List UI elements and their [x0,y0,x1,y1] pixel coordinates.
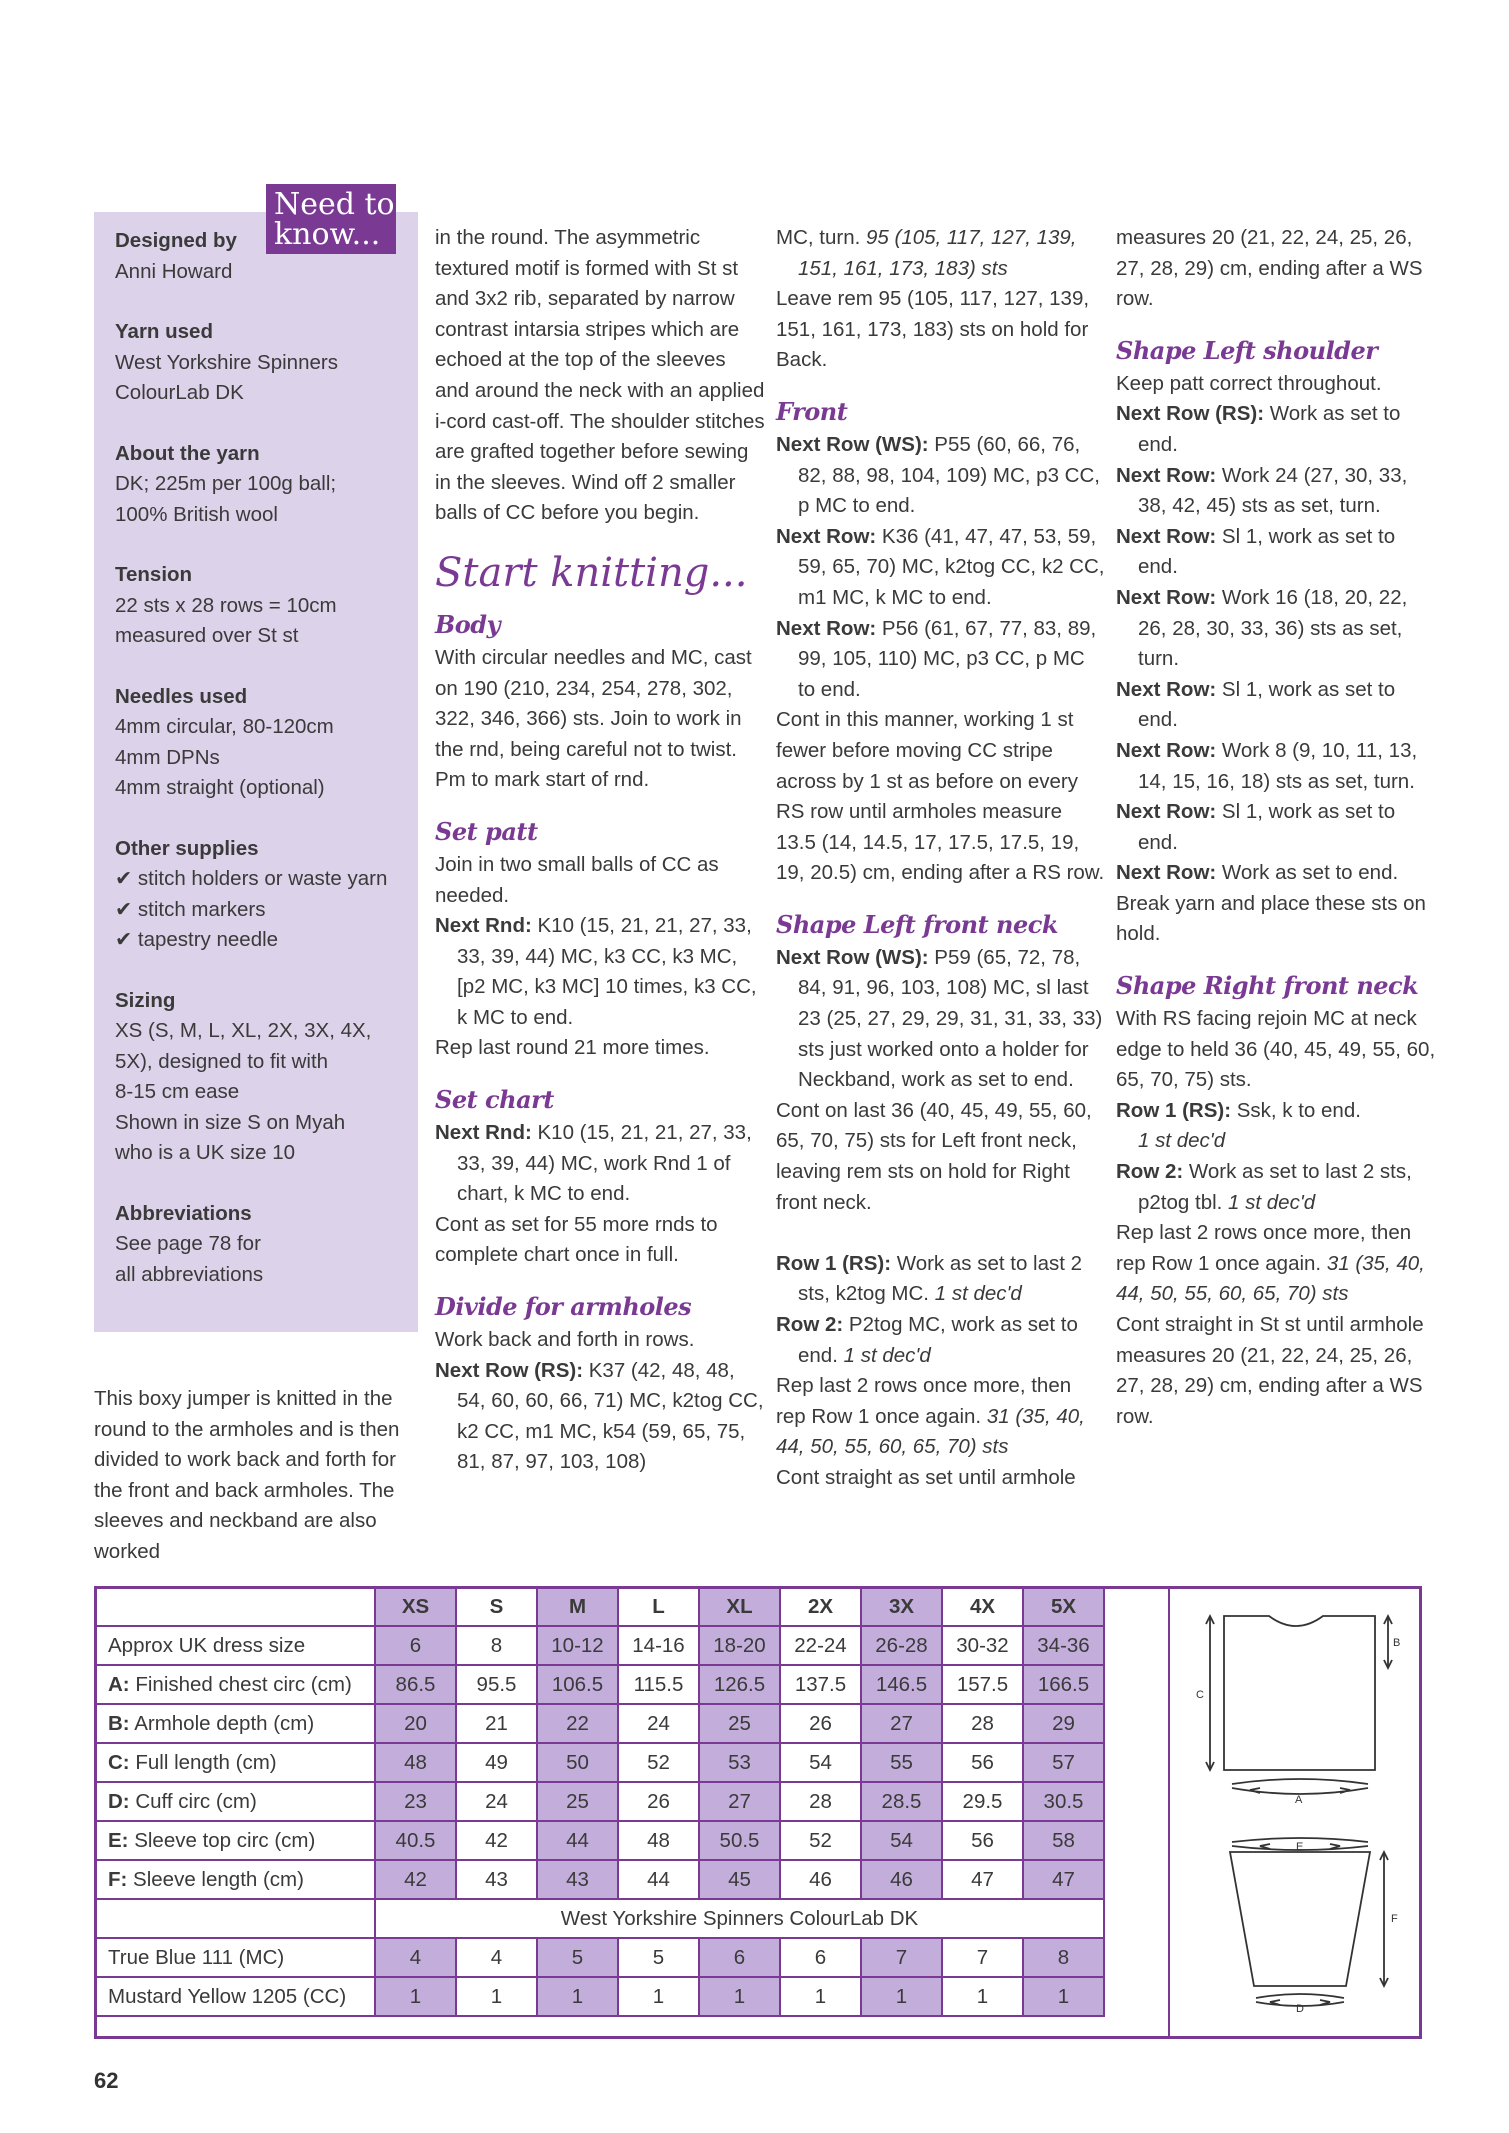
text: Work 24 (27, 30, 33, 38, 42, 45) sts as set, turn. [1138,463,1408,518]
size-header-2X: 2X [780,1587,861,1626]
table-cell: 26 [618,1782,699,1821]
turn-count: 95 (105, 117, 127, 139, 151, 161, 173, 183) sts [798,226,1077,280]
label: Next Rnd: [435,1121,532,1145]
turn-text: MC, turn. [776,226,866,249]
shoulder-row-7 [1116,797,1436,858]
table-cell: 20 [375,1704,456,1743]
table-row [95,1665,1104,1704]
measures-text: measures 20 (21, 22, 24, 25, 26, 27, 28, 29) cm, ending after a WS row. [1116,226,1423,311]
text: Ssk, k to end. [1231,1098,1361,1122]
neck-row-2 [776,1310,1106,1371]
table-cell: 1 [375,1977,456,2016]
row-label [95,1782,375,1821]
text: Sl 1, work as set to end. [1138,800,1396,854]
table-cell: 1 [537,1977,618,2016]
table-cell: 1 [942,1977,1023,2016]
table-cell: 48 [618,1821,699,1860]
row-prefix: B: [108,1711,130,1735]
need-group [115,1199,405,1291]
row-label-text: Approx UK dress size [108,1633,306,1657]
shoulder-row-6 [1116,736,1436,797]
text: P59 (65, 72, 78, 84, 91, 96, 103, 108) MC, sl last 23 (25, 27, 29, 29, 31, 31, 33, 33) sts just worked onto a holder for Neckband, work as set to end. [798,945,1103,1092]
label-f: F [1391,1913,1398,1925]
set-patt-next-rnd [435,911,765,1033]
dec-note: 1 st dec'd [1138,1129,1226,1153]
text: Sl 1, work as set to end. [1138,677,1396,732]
text: Work as set to last 2 sts, p2tog tbl. [1138,1160,1412,1214]
front-row-1 [776,430,1106,522]
text: P55 (60, 66, 76, 82, 88, 98, 104, 109) MC, p3 CC, p MC to end. [798,432,1100,518]
table-cell: 7 [942,1938,1023,1977]
need-group-heading: About the yarn [115,441,260,465]
column-body [435,223,765,1478]
label: Next Row: [1116,677,1217,701]
keep-text: Keep patt correct throughout. [1116,371,1382,395]
need-group-heading: Abbreviations [115,1201,252,1225]
sizing-table [94,1586,1105,2017]
table-cell: 95.5 [456,1665,537,1704]
table-cell: 45 [699,1860,780,1899]
shape-right-front-neck-heading: Shape Right front neck [1116,971,1419,1001]
table-cell: 54 [861,1821,942,1860]
table-cell: 40.5 [375,1821,456,1860]
table-cell: 8 [1023,1938,1104,1977]
text: Work 16 (18, 20, 22, 26, 28, 30, 33, 36) sts as set, turn. [1138,585,1408,671]
table-cell: 58 [1023,1821,1104,1860]
size-header-S: S [456,1587,537,1626]
table-row [95,1860,1104,1899]
front-row-3 [776,614,1106,706]
row-label [95,1626,375,1665]
size-header-M: M [537,1587,618,1626]
table-cell: 57 [1023,1743,1104,1782]
table-cell: 26 [780,1704,861,1743]
turn-line [776,223,1106,284]
table-row [95,1743,1104,1782]
table-cell: 27 [699,1782,780,1821]
table-cell: 48 [375,1743,456,1782]
label: Next Row: [1116,524,1217,548]
table-cell: 6 [699,1938,780,1977]
badge-line-1: Need to [274,187,395,222]
table-cell: 137.5 [780,1665,861,1704]
label: Next Row: [1116,800,1217,824]
row-label-text: Armhole depth (cm) [129,1711,315,1735]
table-cell: 166.5 [1023,1665,1104,1704]
shape-left-front-neck-heading: Shape Left front neck [776,909,1058,939]
set-patt-repeat: Rep last round 21 more times. [435,1036,710,1060]
table-cell: 146.5 [861,1665,942,1704]
row-label-text: Full length (cm) [129,1750,277,1774]
table-cell: 126.5 [699,1665,780,1704]
table-cell: 47 [1023,1860,1104,1899]
neck-repeat [776,1371,1106,1463]
table-cell: 28.5 [861,1782,942,1821]
shape-left-shoulder-heading: Shape Left shoulder [1116,335,1378,365]
table-cell: 28 [942,1704,1023,1743]
need-group-line: 100% British wool [115,502,278,526]
shoulder-row-4 [1116,583,1436,675]
label: Row 2: [776,1313,844,1336]
need-group-heading: Tension [115,563,193,586]
table-cell: 18-20 [699,1626,780,1665]
table-cell: 34-36 [1023,1626,1104,1665]
text: Work 8 (9, 10, 11, 13, 14, 15, 16, 18) sts as set, turn. [1138,738,1418,793]
need-to-know-content [115,226,405,1320]
set-chart-heading: Set chart [435,1085,554,1115]
size-header-row [95,1587,1104,1626]
need-group-line: Shown in size S on Myah [115,1110,346,1134]
shoulder-row-2 [1116,461,1436,522]
rfn-repeat [1116,1218,1436,1310]
yarn-row [95,1977,1104,2016]
sleeve-outline [1230,1852,1370,1986]
label-d: D [1296,2003,1304,2015]
table-cell: 1 [1023,1977,1104,2016]
front-cont: Cont in this manner, working 1 st fewer before moving CC stripe across by 1 st as before on every RS row until armholes measure 13.5 (14, 14.5, 17, 17.5, 17.5, 19, 19, 20.5) cm, ending after a RS row. [776,708,1105,885]
need-group-line: 8-15 cm ease [115,1080,240,1103]
table-cell: 44 [537,1821,618,1860]
text: K10 (15, 21, 21, 27, 33, 33, 39, 44) MC, work Rnd 1 of chart, k MC to end. [457,1121,752,1206]
set-patt-heading: Set patt [435,816,538,846]
row-prefix: D: [108,1789,130,1813]
text: Sl 1, work as set to end. [1138,524,1396,579]
set-chart-text: Cont as set for 55 more rnds to complete chart once in full. [435,1212,718,1267]
column-front [776,223,1106,1494]
table-cell: 49 [456,1743,537,1782]
start-knitting-heading: Start knitting... [435,549,748,596]
label-b: B [1393,1637,1401,1649]
table-cell: 24 [618,1704,699,1743]
break-text: Break yarn and place these sts on hold. [1116,891,1426,946]
yarn-label: True Blue 111 (MC) [95,1938,375,1977]
table-cell: 5 [618,1938,699,1977]
need-group-heading: Designed by [115,229,237,252]
text: Work as set to end. [1216,861,1399,885]
label: Next Row: [1116,861,1217,885]
leave-text: Leave rem 95 (105, 117, 127, 139, 151, 161, 173, 183) sts on hold for Back. [776,287,1090,372]
need-group [115,226,405,287]
label: Row 1 (RS): [776,1251,892,1275]
rfn-cont: Cont straight in St st until armhole measures 20 (21, 22, 24, 25, 26, 27, 28, 29) cm, ending after a WS row. [1116,1313,1424,1428]
yarn-row [95,1938,1104,1977]
yarn-label: Mustard Yellow 1205 (CC) [95,1977,375,2016]
label: Next Row: [1116,738,1217,762]
need-group [115,834,405,956]
text: Work as set to end. [1138,402,1401,456]
row-prefix: E: [108,1828,129,1852]
front-row-2 [776,522,1106,614]
need-group-heading: Yarn used [115,320,213,343]
divide-heading: Divide for armholes [435,1292,692,1322]
label: Next Row: [1116,463,1217,487]
size-header-4X: 4X [942,1587,1023,1626]
table-cell: 30.5 [1023,1782,1104,1821]
table-cell: 25 [699,1704,780,1743]
need-group-line: DK; 225m per 100g ball; [115,472,337,495]
need-group-line: 4mm straight (optional) [115,776,325,799]
shoulder-row-8 [1116,858,1436,889]
need-group-line: Anni Howard [115,259,233,283]
table-cell: 26-28 [861,1626,942,1665]
badge-line-2: know... [274,217,381,252]
yarn-corner [95,1899,375,1938]
need-group [115,986,405,1169]
table-cell: 52 [780,1821,861,1860]
table-cell: 1 [618,1977,699,2016]
checklist-item: ✔ tapestry needle [115,928,279,951]
set-patt-text: Join in two small balls of CC as needed. [435,852,719,907]
text: Work as set to last 2 sts, k2tog MC. [798,1251,1083,1306]
table-cell: 106.5 [537,1665,618,1704]
count: 31 (35, 40, 44, 50, 55, 60, 65, 70) sts [1116,1251,1425,1306]
body-outline [1224,1616,1375,1770]
row-prefix: A: [108,1672,130,1696]
need-group [115,317,405,409]
table-cell: 56 [942,1743,1023,1782]
need-group-line: 4mm circular, 80-120cm [115,715,334,738]
size-header-5X: 5X [1023,1587,1104,1626]
label: Next Row (WS): [776,432,929,456]
need-group-line: West Yorkshire Spinners [115,350,338,374]
label-a: A [1295,1794,1303,1806]
need-group [115,439,405,531]
need-group-heading: Sizing [115,988,176,1012]
label: Next Rnd: [435,914,532,938]
neck-rs-row-1 [776,1249,1106,1310]
rfn-row-1 [1116,1096,1436,1157]
size-header-XS: XS [375,1587,456,1626]
table-cell: 1 [699,1977,780,2016]
dec-note: 1 st dec'd [843,1343,931,1367]
row-label-text: Cuff circ (cm) [129,1789,257,1813]
text: K37 (42, 48, 48, 54, 60, 60, 66, 71) MC, k2tog CC, k2 CC, m1 MC, k54 (59, 65, 75, 81, 87, 97, 103, 108) [457,1358,764,1474]
table-cell: 5 [537,1938,618,1977]
label: Next Row: [776,616,877,640]
row-prefix: C: [108,1750,130,1774]
row-prefix: F: [108,1867,128,1891]
row-label [95,1665,375,1704]
corner-cell [95,1587,375,1626]
table-cell: 42 [456,1821,537,1860]
table-cell: 1 [780,1977,861,2016]
shoulder-row-5 [1116,675,1436,736]
row-label [95,1860,375,1899]
table-cell: 4 [456,1938,537,1977]
text: K36 (41, 47, 47, 53, 59, 59, 65, 70) MC, k2tog CC, k2 CC, m1 MC, k MC to end. [798,524,1105,609]
table-cell: 54 [780,1743,861,1782]
body-text: With circular needles and MC, cast on 190 (210, 234, 254, 278, 302, 322, 346, 366) sts. Join to work in the rnd, being careful not to twist. Pm to mark start of rnd. [435,645,752,792]
table-cell: 25 [537,1782,618,1821]
text: Rep last 2 rows once more, then rep Row 1 once again. [1116,1221,1412,1275]
table-cell: 47 [942,1860,1023,1899]
need-group [115,560,405,652]
table-cell: 56 [942,1821,1023,1860]
row-label-text: Sleeve length (cm) [127,1867,304,1891]
table-cell: 50.5 [699,1821,780,1860]
table-cell: 1 [861,1977,942,2016]
table-cell: 43 [537,1860,618,1899]
cont-straight: Cont straight as set until armhole [776,1465,1076,1489]
neck-cont: Cont on last 36 (40, 45, 49, 55, 60, 65, 70, 75) sts for Left front neck, leaving rem sts on hold for Right front neck. [776,1098,1092,1214]
table-cell: 53 [699,1743,780,1782]
divide-next-row [435,1356,765,1478]
need-group-line: 5X), designed to fit with [115,1049,329,1073]
table-row [95,1821,1104,1860]
shoulder-row-3 [1116,522,1436,583]
need-group-line: who is a UK size 10 [115,1141,296,1164]
table-cell: 50 [537,1743,618,1782]
column-shoulder [1116,223,1436,1432]
table-cell: 27 [861,1704,942,1743]
need-group-line: measured over St st [115,624,299,647]
schematic-diagram [1168,1586,1422,2039]
table-cell: 28 [780,1782,861,1821]
row-label-text: Sleeve top circ (cm) [128,1828,316,1852]
intro-continued: in the round. The asymmetric textured motif is formed with St st and 3x2 rib, separated by narrow contrast intarsia stripes which are echoed at the top of the sleeves and around the neck with an applied i-cord cast-off. The shoulder stitches are grafted together before sewing in the sleeves. Wind off 2 smaller balls of CC before you begin. [435,226,765,525]
need-group-heading: Needles used [115,684,248,708]
text: Rep last 2 rows once more, then rep Row 1 once again. [776,1374,1072,1428]
table-cell: 22-24 [780,1626,861,1665]
page-number: 62 [94,2068,119,2093]
table-row [95,1704,1104,1743]
table-cell: 7 [861,1938,942,1977]
table-cell: 55 [861,1743,942,1782]
label-e: E [1296,1841,1304,1853]
table-cell: 44 [618,1860,699,1899]
size-header-3X: 3X [861,1587,942,1626]
text: K10 (15, 21, 21, 27, 33, 33, 39, 44) MC, k3 CC, k3 MC, [p2 MC, k3 MC] 10 times, k3 CC, k MC to end. [457,914,757,1029]
yarn-heading-row [95,1899,1104,1938]
body-heading: Body [435,609,501,639]
need-group [115,682,405,804]
set-chart-next-rnd [435,1118,765,1210]
text: P56 (61, 67, 77, 83, 89, 99, 105, 110) MC, p3 CC, p MC to end. [798,616,1097,701]
table-cell: 46 [861,1860,942,1899]
size-header-XL: XL [699,1587,780,1626]
text: P2tog MC, work as set to end. [798,1313,1078,1367]
label: Row 2: [1116,1160,1184,1184]
table-cell: 23 [375,1782,456,1821]
row-label-text: Finished chest circ (cm) [129,1672,352,1696]
rfn-row-2 [1116,1157,1436,1218]
yarn-heading: West Yorkshire Spinners ColourLab DK [375,1899,1104,1938]
need-group-line: all abbreviations [115,1262,264,1286]
checklist-item: ✔ stitch holders or waste yarn [115,867,388,890]
table-cell: 29 [1023,1704,1104,1743]
table-cell: 22 [537,1704,618,1743]
row-label [95,1743,375,1782]
need-group-line: 22 sts x 28 rows = 10cm [115,593,337,617]
front-heading: Front [776,396,848,426]
dec-note: 1 st dec'd [934,1282,1022,1306]
table-cell: 157.5 [942,1665,1023,1704]
label: Next Row (RS): [1116,402,1265,426]
need-group-line: XS (S, M, L, XL, 2X, 3X, 4X, [115,1019,372,1042]
table-cell: 30-32 [942,1626,1023,1665]
label: Next Row: [1116,585,1217,609]
table-cell: 115.5 [618,1665,699,1704]
table-cell: 6 [780,1938,861,1977]
table-cell: 14-16 [618,1626,699,1665]
intro-paragraph: This boxy jumper is knitted in the round to the armholes and is then divided to work back and forth for the front and back armholes. The sleeves and neckband are also worked [94,1387,400,1563]
table-cell: 86.5 [375,1665,456,1704]
row-label [95,1821,375,1860]
label: Next Row: [776,524,877,548]
table-cell: 42 [375,1860,456,1899]
label-c: C [1196,1689,1204,1701]
table-cell: 24 [456,1782,537,1821]
table-cell: 10-12 [537,1626,618,1665]
table-row [95,1782,1104,1821]
table-cell: 4 [375,1938,456,1977]
table-row [95,1626,1104,1665]
neck-row-1 [776,943,1106,1096]
table-cell: 46 [780,1860,861,1899]
table-cell: 43 [456,1860,537,1899]
table-cell: 6 [375,1626,456,1665]
size-header-L: L [618,1587,699,1626]
count: 31 (35, 40, 44, 50, 55, 60, 65, 70) sts [776,1404,1085,1459]
checklist-item: ✔ stitch markers [115,897,266,921]
need-group-line: See page 78 for [115,1232,261,1255]
dec-note: 1 st dec'd [1228,1190,1316,1214]
need-group-heading: Other supplies [115,836,259,860]
table-cell: 8 [456,1626,537,1665]
schematic-svg [1170,1588,1420,2037]
label: Next Row (WS): [776,945,929,969]
need-group-line: ColourLab DK [115,381,244,404]
label: Next Row (RS): [435,1358,584,1382]
table-cell: 1 [456,1977,537,2016]
row-label [95,1704,375,1743]
table-cell: 21 [456,1704,537,1743]
rfn-text: With RS facing rejoin MC at neck edge to held 36 (40, 45, 49, 55, 60, 65, 70, 75) sts. [1116,1007,1436,1092]
label: Row 1 (RS): [1116,1098,1232,1122]
divide-text: Work back and forth in rows. [435,1328,695,1352]
need-group-line: 4mm DPNs [115,745,220,769]
table-cell: 52 [618,1743,699,1782]
table-cell: 29.5 [942,1782,1023,1821]
shoulder-row-1 [1116,399,1436,460]
